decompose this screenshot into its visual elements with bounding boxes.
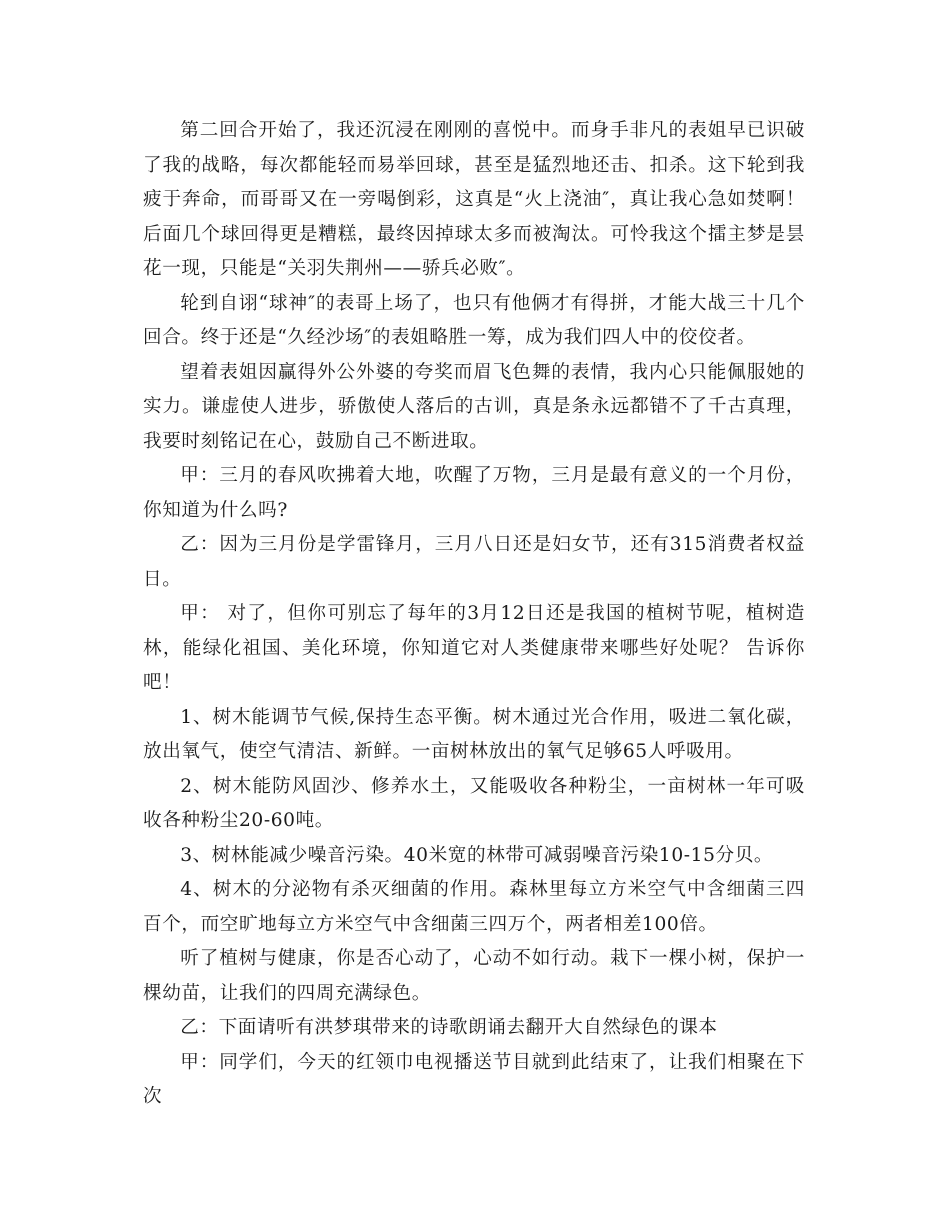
paragraph-12: 乙：下面请听有洪梦琪带来的诗歌朗诵去翻开大自然绿色的课本 xyxy=(180,1017,718,1038)
paragraph-11: 听了植树与健康，你是否心动了，心动不如行动。栽下一棵小树，保护一棵幼苗，让我们的四周充满绿色。 xyxy=(143,948,805,1004)
paragraph-6: 甲： 对了，但你可别忘了每年的3月12日还是我国的植树节呢，植树造林，能绿化祖国、美化环境，你知道它对人类健康带来哪些好处呢？ 告诉你吧！ xyxy=(143,603,805,693)
paragraph-7: 1、树木能调节气候,保持生态平衡。树木通过光合作用，吸进二氧化碳，放出氧气，使空气清洁、新鲜。一亩树林放出的氧气足够65人呼吸用。 xyxy=(143,706,805,762)
paragraph-2: 轮到自诩“球神″的表哥上场了，也只有他俩才有得拼，才能大战三十几个回合。终于还是“久经沙场″的表姐略胜一筹，成为我们四人中的佼佼者。 xyxy=(143,292,805,348)
paragraph-5: 乙：因为三月份是学雷锋月，三月八日还是妇女节，还有315消费者权益日。 xyxy=(143,534,805,590)
paragraph-3: 望着表姐因赢得外公外婆的夸奖而眉飞色舞的表情，我内心只能佩服她的实力。谦虚使人进步，骄傲使人落后的古训，真是条永远都错不了千古真理，我要时刻铭记在心，鼓励自己不断进取。 xyxy=(143,361,805,452)
document-body xyxy=(143,114,805,1115)
paragraph-10: 4、树木的分泌物有杀灭细菌的作用。森林里每立方米空气中含细菌三四百个，而空旷地每立方米空气中含细菌三四万个，两者相差100倍。 xyxy=(143,879,805,935)
paragraph-8: 2、树木能防风固沙、修养水土，又能吸收各种粉尘，一亩树林一年可吸收各种粉尘20-60吨。 xyxy=(143,775,805,831)
paragraph-4: 甲：三月的春风吹拂着大地，吹醒了万物，三月是最有意义的一个月份，你知道为什么吗? xyxy=(143,465,805,521)
paragraph-1: 第二回合开始了，我还沉浸在刚刚的喜悦中。而身手非凡的表姐早已识破了我的战略，每次都能轻而易举回球，甚至是猛烈地还击、扣杀。这下轮到我疲于奔命，而哥哥又在一旁喝倒彩，这真是“火上浇油″，真让我心急如焚啊！后面几个球回得更是糟糕，最终因掉球太多而被淘汰。可怜我这个擂主梦是昙花一现，只能是“关羽失荆州——骄兵必败″。 xyxy=(143,120,805,279)
paragraph-9: 3、树林能减少噪音污染。40米宽的林带可减弱噪音污染10-15分贝。 xyxy=(180,844,774,866)
paragraph-13: 甲：同学们，今天的红领巾电视播送节目就到此结束了，让我们相聚在下次 xyxy=(143,1051,805,1107)
